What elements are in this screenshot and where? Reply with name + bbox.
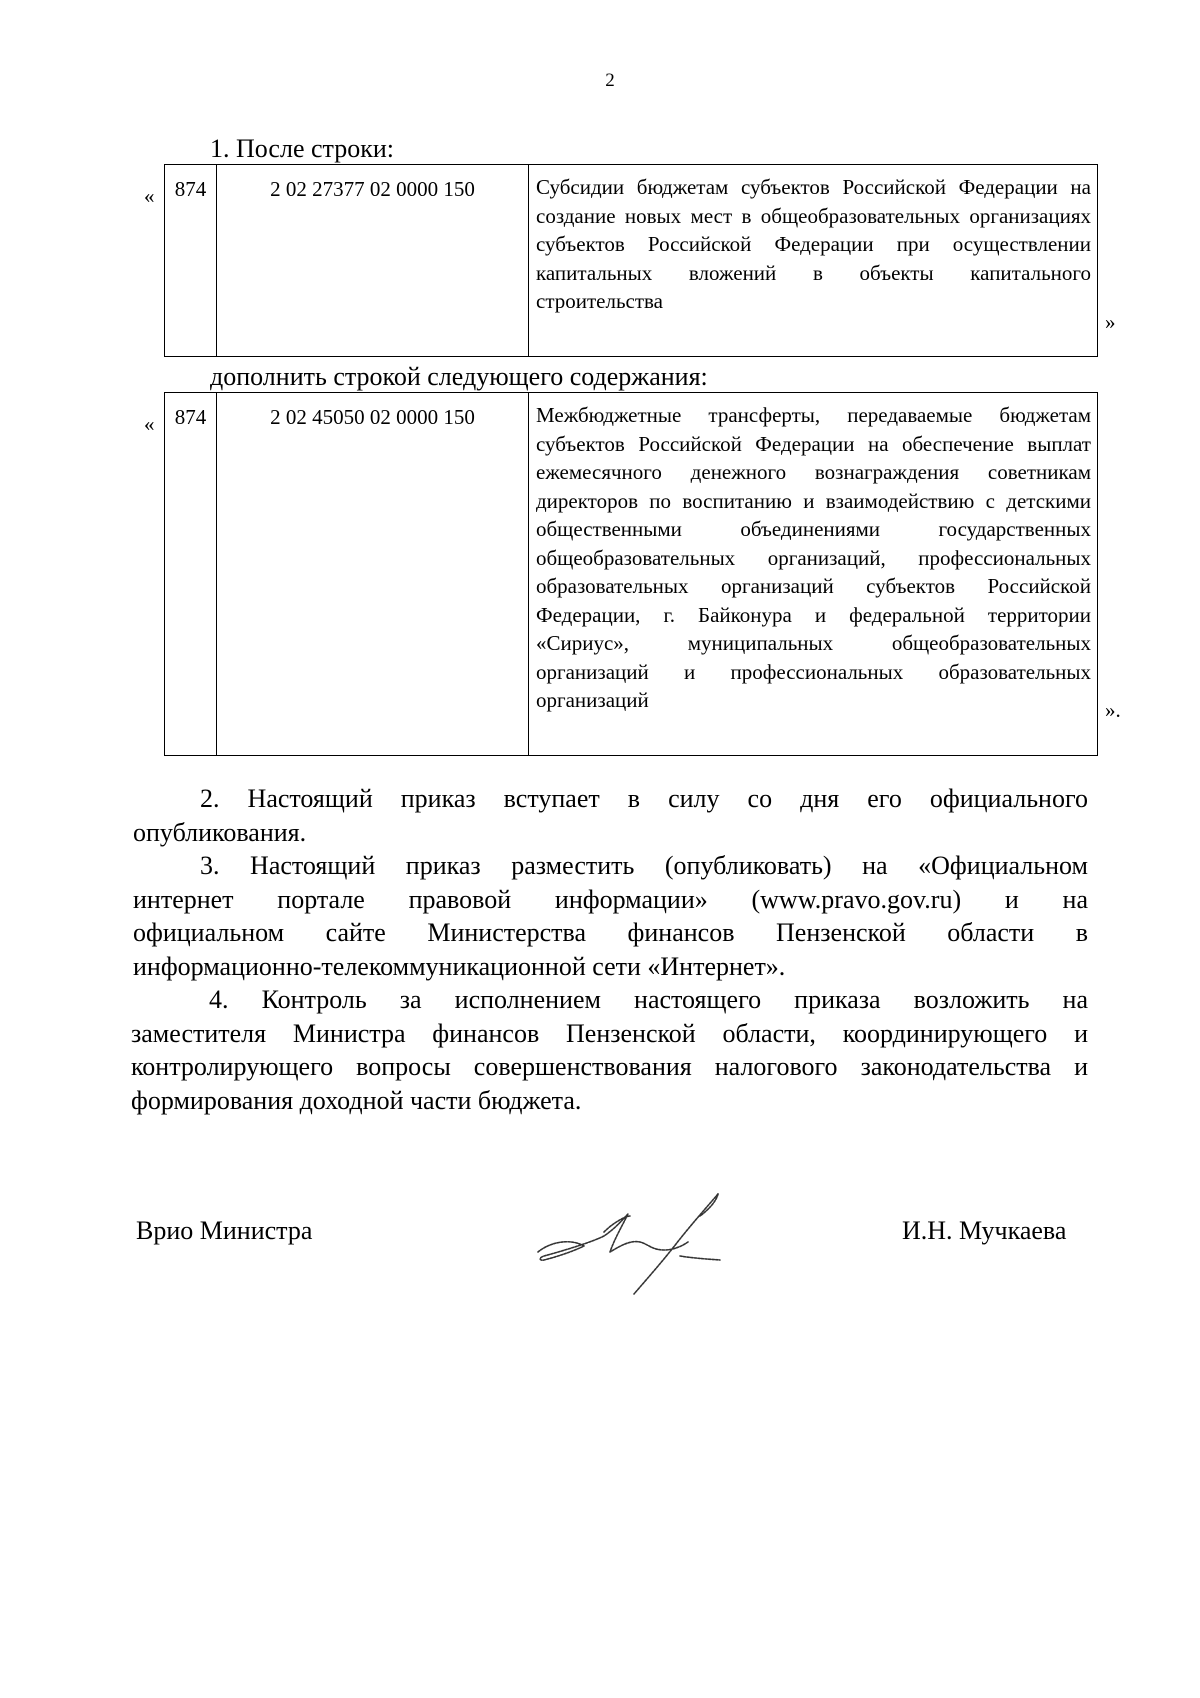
table1-description: Субсидии бюджетам субъектов Российской Федерации на создание новых мест в общеобразовательных организациях субъектов Российской Федерации при осуществлении капитальных вложений в объекты капитального строительства: [536, 175, 1091, 313]
table2-close-quote: ».: [1105, 698, 1121, 722]
item4-line: 4. Контроль за исполнением настоящего приказа возложить на: [209, 985, 1088, 1014]
item2-paragraph: [133, 782, 1088, 849]
item3-paragraph: [133, 849, 1088, 983]
item4-line: контролирующего вопросы совершенствования налогового законодательства и: [131, 1052, 1088, 1081]
item3-line: информационно-телекоммуникационной сети «Интернет».: [133, 951, 786, 981]
table1: [164, 164, 1098, 357]
signatory-title: Врио Министра: [136, 1216, 313, 1245]
table1-close-quote: »: [1105, 310, 1116, 334]
supplement-intro: дополнить строкой следующего содержания:: [210, 362, 708, 391]
table-row: [165, 393, 1098, 756]
table1-kbk: 2 02 27377 02 0000 150: [217, 165, 529, 357]
table2: [164, 392, 1098, 756]
item1-intro: 1. После строки:: [210, 134, 394, 163]
table1-open-quote: «: [144, 184, 155, 208]
table2-kbk: 2 02 45050 02 0000 150: [217, 393, 529, 756]
item4-line: формирования доходной части бюджета.: [131, 1085, 582, 1115]
item2-line: опубликования.: [133, 817, 307, 847]
signatory-name: И.Н. Мучкаева: [902, 1216, 1067, 1245]
table2-open-quote: «: [144, 412, 155, 436]
handwritten-signature: [530, 1180, 770, 1300]
item2-line: 2. Настоящий приказ вступает в силу со дня его официального: [200, 784, 1088, 813]
item4-paragraph: [131, 983, 1088, 1117]
table-row: [165, 165, 1098, 357]
page-number: 2: [605, 70, 615, 91]
item3-line: интернет портале правовой информации» (www.pravo.gov.ru) и на: [133, 884, 1088, 914]
item4-line: заместителя Министра финансов Пензенской области, координирующего и: [131, 1018, 1088, 1048]
table1-code: 874: [165, 165, 217, 357]
item3-line: официальном сайте Министерства финансов Пензенской области в: [133, 918, 1088, 947]
item3-line: 3. Настоящий приказ разместить (опубликовать) на «Официальном: [200, 851, 1088, 880]
table2-code: 874: [165, 393, 217, 756]
table2-description: Межбюджетные трансферты, передаваемые бюджетам субъектов Российской Федерации на обеспечение выплат ежемесячного денежного вознаграждения советникам директоров по воспитанию и взаимодействию с детскими общественными объединениями государственных общеобразовательных организаций, профессиональных образовательных организаций субъектов Российской Федерации, г. Байконура и федеральной территории «Сириус», муниципальных общеобразовательных организаций и профессиональных образовательных организаций: [536, 403, 1091, 712]
